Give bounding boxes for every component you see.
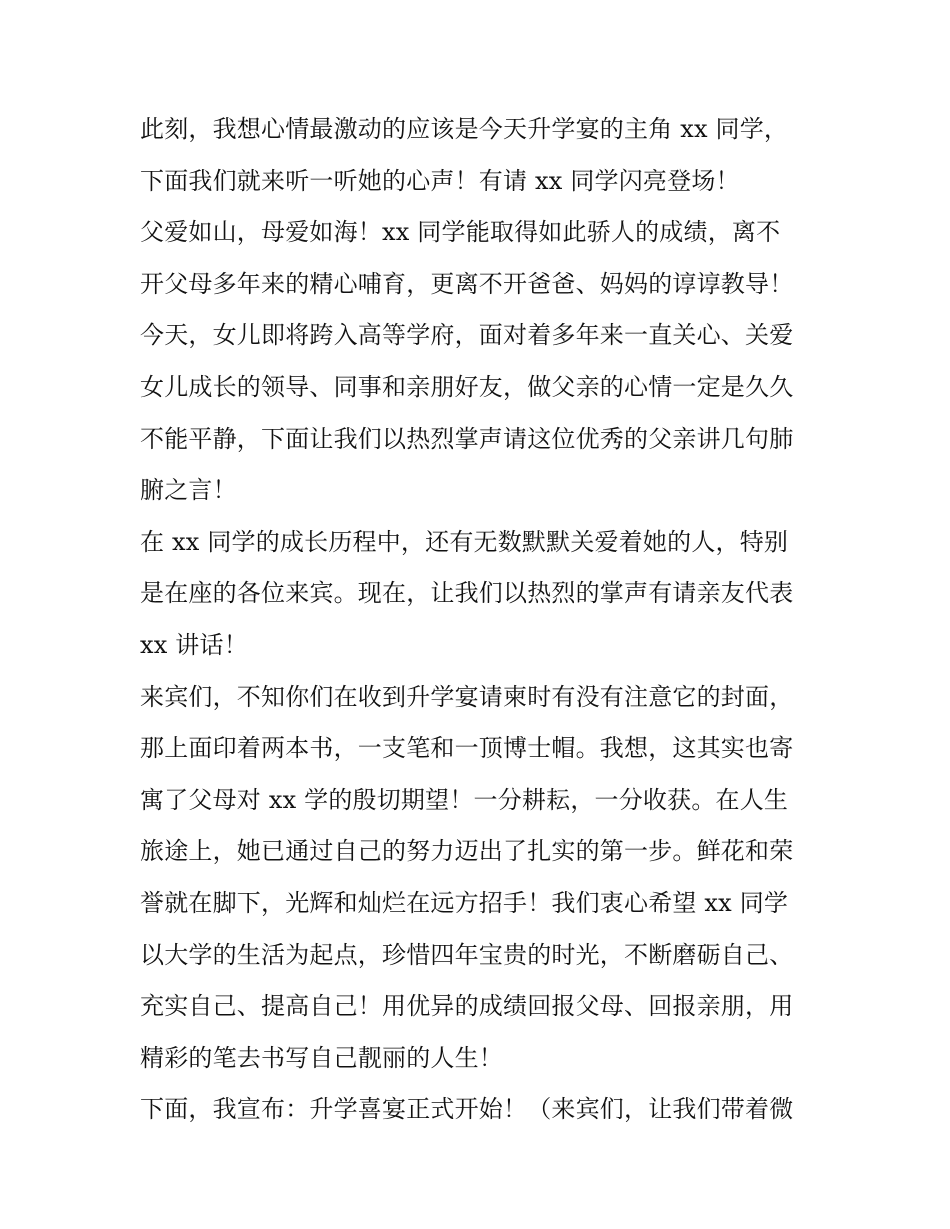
- text-line: 今天，女儿即将跨入高等学府，面对着多年来一直关心、关爱: [140, 321, 794, 350]
- text-line: 来宾们，不知你们在收到升学宴请柬时有没有注意它的封面，: [140, 682, 794, 711]
- text-line: 开父母多年来的精心哺育，更离不开爸爸、妈妈的谆谆教导！: [140, 269, 794, 298]
- text-line: 女儿成长的领导、同事和亲朋好友，做父亲的心情一定是久久: [140, 372, 794, 401]
- text-line: 父爱如山，母爱如海！xx 同学能取得如此骄人的成绩，离不: [140, 218, 781, 247]
- text-line: 旅途上，她已通过自己的努力迈出了扎实的第一步。鲜花和荣: [140, 837, 794, 866]
- text-line: 那上面印着两本书，一支笔和一顶博士帽。我想，这其实也寄: [140, 734, 794, 763]
- text-line: 下面我们就来听一听她的心声！有请 xx 同学闪亮登场！: [140, 166, 740, 195]
- text-line: xx 讲话！: [140, 630, 248, 659]
- text-line: 不能平静，下面让我们以热烈掌声请这位优秀的父亲讲几句肺: [140, 424, 794, 453]
- text-line: 精彩的笔去书写自己靓丽的人生！: [140, 1043, 503, 1072]
- text-line: 下面，我宣布：升学喜宴正式开始！（来宾们，让我们带着微: [140, 1095, 794, 1124]
- text-line: 是在座的各位来宾。现在，让我们以热烈的掌声有请亲友代表: [140, 579, 794, 608]
- text-line: 誉就在脚下，光辉和灿烂在远方招手！我们衷心希望 xx 同学: [140, 888, 789, 917]
- text-line: 以大学的生活为起点，珍惜四年宝贵的时光，不断磨砺自己、: [140, 940, 794, 969]
- text-line: 充实自己、提高自己！用优异的成绩回报父母、回报亲朋，用: [140, 992, 794, 1021]
- text-line: 在 xx 同学的成长历程中，还有无数默默关爱着她的人，特别: [140, 527, 789, 556]
- text-line: 寓了父母对 xx 学的殷切期望！一分耕耘，一分收获。在人生: [140, 785, 789, 814]
- text-line: 腑之言！: [140, 476, 237, 505]
- text-line: 此刻，我想心情最激动的应该是今天升学宴的主角 xx 同学，: [140, 115, 789, 143]
- document-body: [140, 104, 820, 1136]
